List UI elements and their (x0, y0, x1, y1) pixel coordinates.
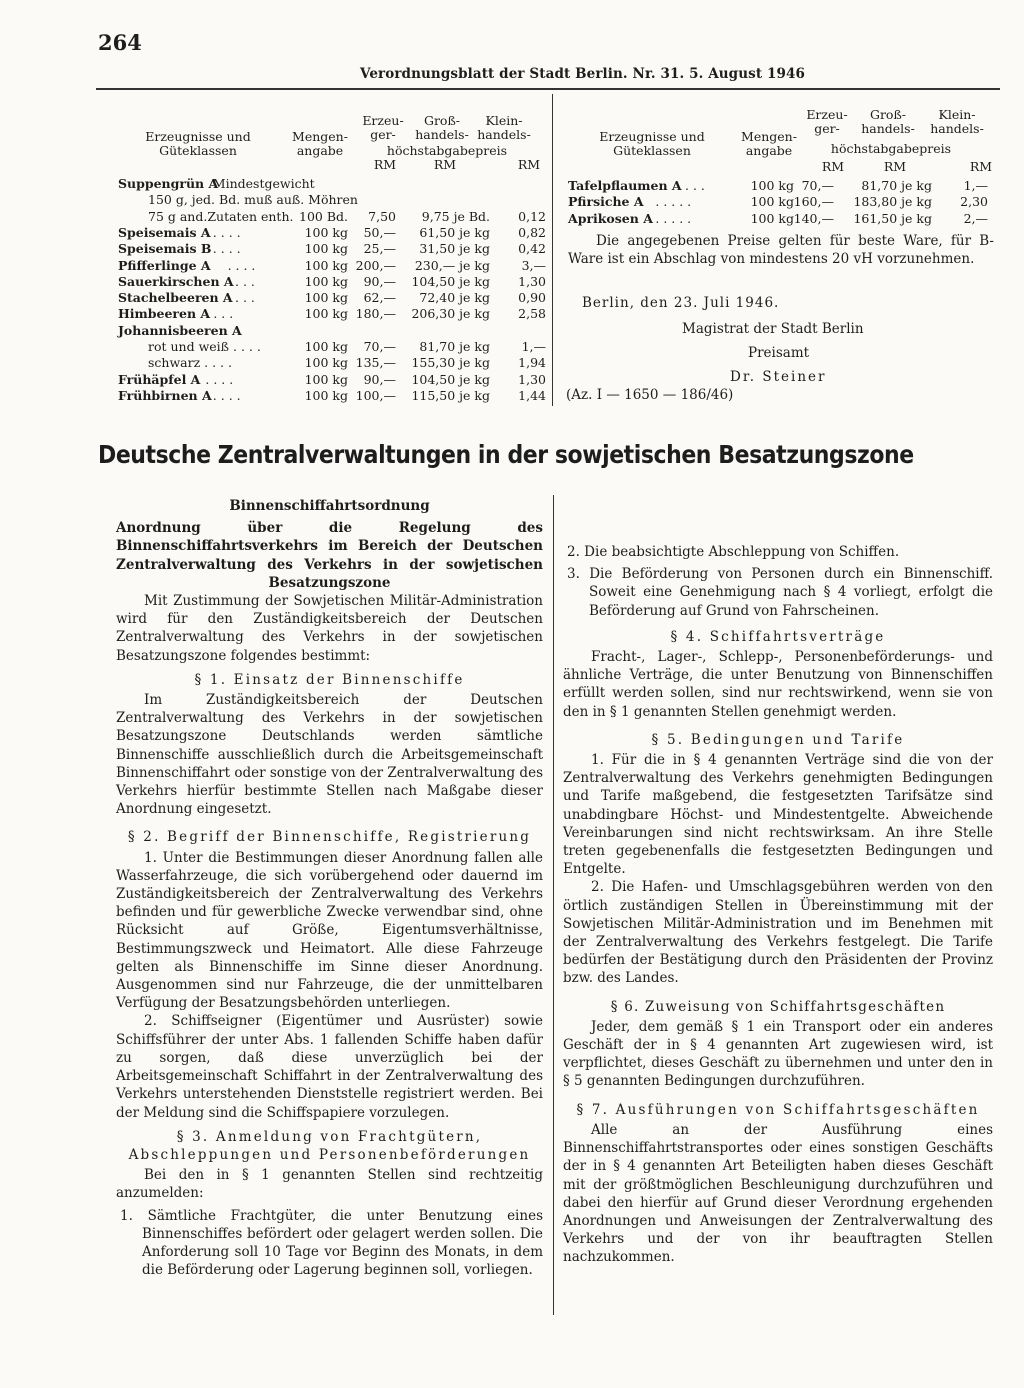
product-detail: Mindestgewicht (212, 176, 315, 191)
wholesale-price-cell: 9,75 je Bd. (421, 208, 490, 224)
page-number: 264 (98, 30, 142, 55)
retail-price-cell: 2,58 (518, 306, 546, 322)
table-column-rule (552, 94, 553, 406)
producer-price-cell: 50,— (363, 224, 396, 240)
wholesale-price-cell: 72,40 je kg (419, 290, 490, 306)
table-row (118, 209, 548, 225)
table-row (568, 211, 998, 227)
hdr-qty: Mengen- angabe (292, 129, 348, 158)
producer-price-cell: 70,— (363, 339, 396, 354)
section-2-para-2: 2. Schiffseigner (Eigentümer und Ausrüster) sowie Schiffsführer der unter Abs. 1 fallenden Schiffe haben dafür zu sorgen, daß diese unverzüglich bei der Arbeitsgemeinschaft Schiffahrt in der Zentralverwaltung des Verkehrs unterstehenden Dienststelle registriert werden. Bei der Meldung sind die Schiffspapiere vorzulegen. (116, 1013, 543, 1121)
hdr-span-r: höchstabgabepreis (830, 141, 952, 156)
running-head: Verordnungsblatt der Stadt Berlin. Nr. 31. 5. August 1946 (360, 66, 805, 82)
table-row (118, 225, 548, 241)
producer-price-cell: 70,— (801, 178, 834, 193)
wholesale-price-cell: 81,70 je kg (419, 339, 490, 354)
wholesale-price-cell: 161,50 je kg (853, 210, 932, 226)
section-4-text: Fracht-, Lager-, Schlepp-, Personenbeförderungs- und ähnliche Verträge, die unter Benutzung von Binnenschiffen erfüllt werden sollen, sind nur rechtswirkend, wenn sie von den in § 1 genannten Stellen genehmigt werden. (563, 649, 993, 720)
quantity-cell: 100 kg (304, 224, 348, 240)
table-row (118, 176, 548, 192)
quantity-cell: 100 kg (750, 178, 794, 193)
quantity-cell: 100 kg (304, 273, 348, 289)
hdr-wholesale-r: Groß- handels- (861, 107, 915, 136)
reference: (Az. I — 1650 — 186/46) (566, 387, 734, 403)
table-row (118, 323, 548, 339)
product-detail: . . . . . (655, 210, 692, 226)
article-column-right (563, 497, 993, 1267)
product-name: Johannisbeeren A (118, 322, 242, 338)
signatory: Dr. Steiner (730, 369, 827, 385)
product-detail: . . . . (212, 387, 241, 403)
wholesale-price-cell: 115,50 je kg (411, 387, 490, 403)
section-4-title: § 4. Schiffahrtsverträge (670, 628, 886, 645)
retail-price-cell: 1,30 (518, 273, 546, 289)
section-3-item-1: 1. Sämtliche Frachtgüter, die unter Benutzung eines Binnenschiffes befördert oder gelagert werden sollen. Die Anforderung soll 10 Tage vor Beginn des Monats, in dem die Beförderung oder Lagerung beginnen soll, vorliegen. (120, 1207, 543, 1279)
hdr-producer: Erzeu- ger- (362, 113, 404, 142)
retail-price-cell: 1,30 (518, 371, 546, 387)
quantity-cell: 100 kg (304, 339, 348, 354)
section-6-text: Jeder, dem gemäß § 1 ein Transport oder ein anderes Geschäft der in § 4 genannten Art zugewiesen wird, ist verpflichtet, dieses Geschäft zu übernehmen und unter den in § 5 genannten Bedingungen durchzuführen. (563, 1018, 993, 1090)
wholesale-price-cell: 230,— je kg (414, 257, 490, 273)
header-rule (96, 88, 1000, 90)
section-7-text: Alle an der Ausführung eines Binnenschiffahrtstransportes oder eines sonstigen Geschäfts der in § 4 genannten Art Beteiligten haben dieses Geschäft mit der größtmöglichen Beschleunigung durchzuführen und dabei den hierfür auf Grund dieser Verordnung ergehenden Anordnungen und Anweisungen der Zentralverwaltung des Verkehrs und der von ihr beauftragten Stellen nachzukommen. (563, 1121, 993, 1266)
retail-price-cell: 0,12 (518, 208, 546, 224)
section-1-text: Im Zuständigkeitsbereich der Deutschen Zentralverwaltung des Verkehrs in der sowjetischen Besatzungszone Deutschlands werden sämtliche Binnenschiffe ausschließlich durch die Arbeitsgemeinschaft Binnenschiffahrt oder sonstige von der Zentralverwaltung des Verkehrs hierfür bestimmte Stellen nach Maßgabe dieser Anordnung eingesetzt. (116, 692, 543, 818)
producer-price-cell: 90,— (363, 273, 396, 289)
product-detail: . . . (685, 178, 705, 193)
product-detail: . . . . (227, 257, 256, 273)
section-3-item-2: 2. Die beabsichtigte Abschleppung von Schiffen. (567, 544, 900, 560)
wholesale-price-cell: 61,50 je kg (419, 224, 490, 240)
section-3-title: § 3. Anmeldung von Frachtgütern, Abschleppungen und Personenbeförderungen (128, 1128, 531, 1163)
article-kicker: Binnenschiffahrtsordnung (229, 498, 430, 514)
product-detail: 75 g and.Zutaten enth. (148, 208, 294, 224)
wholesale-price-cell: 183,80 je kg (853, 194, 932, 210)
product-name: Sauerkirschen A (118, 273, 234, 289)
producer-price-cell: 90,— (363, 371, 396, 387)
hdr-rm-1: RM (373, 157, 397, 172)
producer-price-cell: 140,— (793, 210, 834, 226)
hdr-rm-r2: RM (883, 159, 907, 174)
table-row (118, 192, 548, 208)
section-2-title: § 2. Begriff der Binnenschiffe, Registrierung (127, 829, 532, 846)
body-column-rule (553, 495, 554, 1315)
wholesale-price-cell: 104,50 je kg (411, 273, 490, 289)
hdr-retail: Klein- handels- (477, 113, 531, 142)
wholesale-price-cell: 155,30 je kg (411, 355, 490, 371)
hdr-producer-r: Erzeu- ger- (806, 107, 848, 136)
article-title: Anordnung über die Regelung des Binnenschiffahrtsverkehrs im Bereich der Deutschen Zentralverwaltung des Verkehrs in der sowjetischen Besatzungszone (116, 520, 543, 591)
product-name: Pfifferlinge A (118, 257, 211, 273)
quantity-cell: 100 kg (304, 355, 348, 371)
product-name: Speisemais B (118, 241, 212, 257)
table-row (118, 372, 548, 388)
retail-price-cell: 0,90 (518, 290, 546, 306)
price-table-right (568, 106, 998, 226)
producer-price-cell: 7,50 (368, 208, 396, 224)
product-detail: . . . . (205, 306, 234, 322)
section-5-para-2: 2. Die Hafen- und Umschlagsgebühren werden von den örtlich zuständigen Stellen in Übereinstimmung mit der Sowjetischen Militär-Administration und im Benehmen mit der Zentralverwaltung des Verkehrs festgelegt. Die Tarife bedürfen der Bestätigung durch den Präsidenten der Provinz bzw. des Landes. (563, 879, 993, 987)
table-row (118, 241, 548, 257)
retail-price-cell: 2,— (963, 210, 988, 226)
product-detail: . . . . (212, 241, 241, 257)
product-name: Stachelbeeren A (118, 290, 233, 306)
producer-price-cell: 25,— (363, 241, 396, 257)
producer-price-cell: 200,— (355, 257, 396, 273)
product-name: Tafelpflaumen A (568, 178, 682, 193)
product-detail: 150 g, jed. Bd. muß auß. Möhren (148, 192, 358, 208)
product-name: Pfirsiche A (568, 194, 644, 210)
quantity-cell: 100 kg (750, 210, 794, 226)
office: Preisamt (748, 345, 810, 361)
hdr-span: höchstabgabepreis (386, 143, 508, 158)
producer-price-cell: 62,— (363, 290, 396, 306)
retail-price-cell: 2,30 (960, 194, 988, 210)
wholesale-price-cell: 31,50 je kg (419, 241, 490, 257)
producer-price-cell: 100,— (355, 387, 396, 403)
section-5-title: § 5. Bedingungen und Tarife (651, 731, 905, 748)
product-detail: . . . . (205, 371, 234, 387)
retail-price-cell: 0,82 (518, 224, 546, 240)
product-name: Speisemais A (118, 224, 211, 240)
hdr-retail-r: Klein- handels- (930, 107, 984, 136)
table-row (568, 194, 998, 210)
authority: Magistrat der Stadt Berlin (682, 321, 864, 337)
section-3-intro: Bei den in § 1 genannten Stellen sind rechtzeitig anzumelden: (116, 1167, 543, 1202)
product-detail: . . . . (212, 224, 241, 240)
intro-paragraph: Mit Zustimmung der Sowjetischen Militär-Administration wird für den Zuständigkeitsbereich der Deutschen Zentralverwaltung des Verkehrs in der sowjetischen Besatzungszone folgendes bestimmt: (116, 593, 543, 664)
retail-price-cell: 1,94 (518, 355, 546, 371)
place-date: Berlin, den 23. Juli 1946. (582, 295, 780, 311)
retail-price-cell: 1,44 (518, 387, 546, 403)
section-banner: Deutsche Zentralverwaltungen in der sowjetischen Besatzungszone (98, 440, 914, 469)
wholesale-price-cell: 206,30 je kg (411, 306, 490, 322)
product-detail: . . . (235, 290, 255, 306)
hdr-wholesale: Groß- handels- (415, 113, 469, 142)
quantity-cell: 100 kg (304, 387, 348, 403)
product-name: Frühbirnen A (118, 387, 212, 403)
retail-price-cell: 3,— (521, 257, 546, 273)
section-2-para-1: 1. Unter die Bestimmungen dieser Anordnung fallen alle Wasserfahrzeuge, die sich vorübergehend oder dauernd im Zuständigkeitsbereich der Zentralverwaltung des Verkehrs befinden und für gewerbliche Zwecke verwendbar sind, ohne Rücksicht auf Größe, Eigentumsverhältnisse, Bestimmungszweck und Heimatort. Alle diese Fahrzeuge gelten als Binnenschiffe im Sinne dieser Anordnung. Ausgenommen sind nur Fahrzeuge, die der unmittelbaren Verfügung der Besatzungsbehörden unterliegen. (116, 849, 543, 1012)
product-detail: rot und weiß . . . . (148, 339, 261, 354)
table-row (118, 306, 548, 322)
hdr-rm-3: RM (517, 157, 541, 172)
section-3-item-3: 3. Die Beförderung von Personen durch ein Binnenschiff. Soweit eine Genehmigung nach § 4 vorliegt, erfolgt die Beförderung auf Grund von Fahrscheinen. (567, 566, 993, 619)
producer-price-cell: 160,— (793, 194, 834, 210)
quantity-cell: 100 kg (750, 194, 794, 210)
hdr-product: Erzeugnisse und Güteklassen (145, 129, 251, 158)
quantity-cell: 100 kg (304, 290, 348, 306)
product-name: Himbeeren A (118, 306, 211, 322)
hdr-product-r: Erzeugnisse und Güteklassen (599, 129, 705, 158)
table-row (568, 178, 998, 194)
product-name: Frühäpfel A (118, 371, 201, 387)
producer-price-cell: 135,— (355, 355, 396, 371)
wholesale-price-cell: 81,70 je kg (861, 178, 932, 193)
hdr-rm-r3: RM (969, 159, 993, 174)
quantity-cell: 100 Bd. (299, 208, 348, 224)
hdr-rm-r1: RM (821, 159, 845, 174)
quantity-cell: 100 kg (304, 257, 348, 273)
product-detail: . . . (235, 273, 255, 289)
producer-price-cell: 180,— (355, 306, 396, 322)
section-7-title: § 7. Ausführungen von Schiffahrtsgeschäften (576, 1101, 980, 1118)
article-column-left (116, 497, 543, 1279)
table-row (118, 258, 548, 274)
quantity-cell: 100 kg (304, 371, 348, 387)
section-6-title: § 6. Zuweisung von Schiffahrtsgeschäften (610, 998, 946, 1015)
quantity-cell: 100 kg (304, 241, 348, 257)
retail-price-cell: 0,42 (518, 241, 546, 257)
table-row (118, 388, 548, 404)
product-detail: . . . . . (655, 194, 692, 210)
table-row (118, 274, 548, 290)
hdr-rm-2: RM (433, 157, 457, 172)
product-name: Suppengrün A (118, 176, 219, 191)
wholesale-price-cell: 104,50 je kg (411, 371, 490, 387)
price-note: Die angegebenen Preise gelten für beste Ware, für B-Ware ist ein Abschlag von mindestens 20 vH vorzunehmen. (568, 233, 994, 267)
table-row (118, 339, 548, 355)
price-table-left (118, 106, 548, 406)
retail-price-cell: 1,— (963, 178, 988, 193)
product-detail: schwarz . . . . (148, 355, 232, 371)
section-5-para-1: 1. Für die in § 4 genannten Verträge sind die von der Zentralverwaltung des Verkehrs genehmigten Bedingungen und Tarife maßgebend, die festgesetzten Tarifsätze sind unabdingbare Höchst- und Mindestentgelte. Abweichende Vereinbarungen sind nicht rechtswirksam. An ihre Stelle treten gegebenenfalls die festgesetzten Bedingungen und Entgelte. (563, 752, 993, 878)
retail-price-cell: 1,— (521, 339, 546, 354)
quantity-cell: 100 kg (304, 306, 348, 322)
product-name: Aprikosen A (568, 210, 653, 226)
section-1-title: § 1. Einsatz der Binnenschiffe (194, 671, 465, 688)
hdr-qty-r: Mengen- angabe (741, 129, 797, 158)
table-row (118, 290, 548, 306)
table-row (118, 355, 548, 371)
